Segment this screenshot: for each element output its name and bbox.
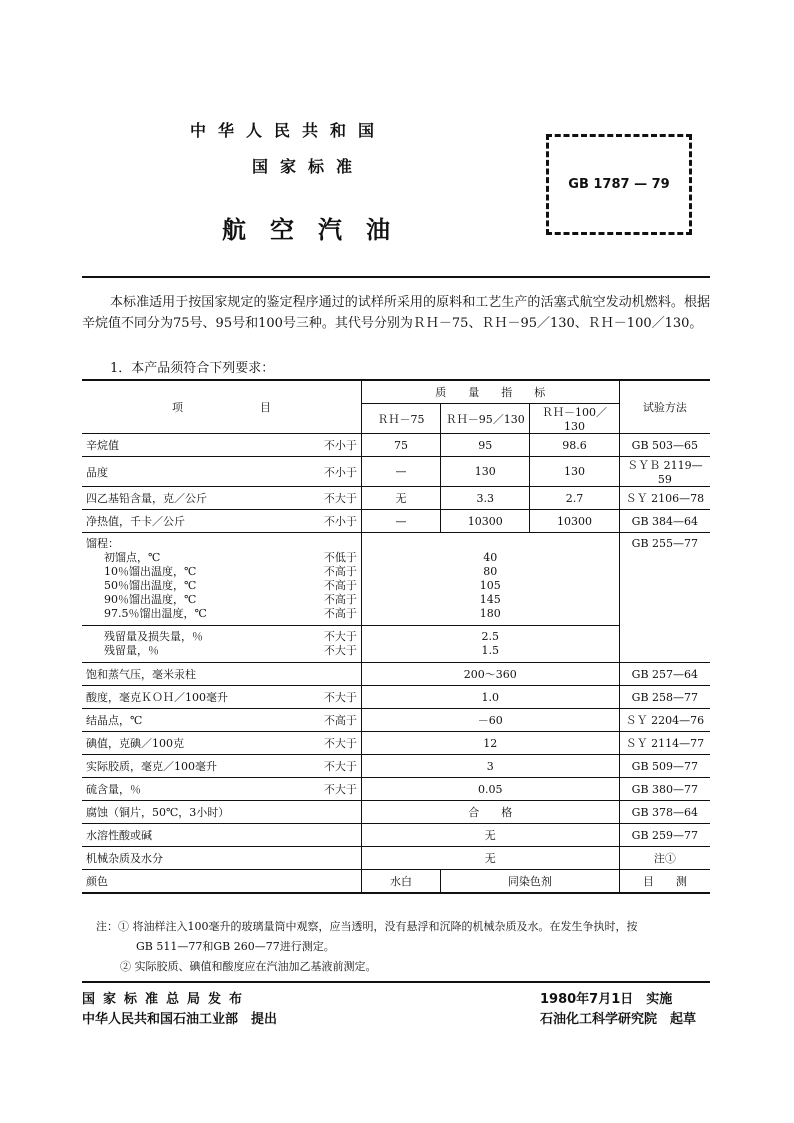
- cell: 75: [361, 434, 440, 457]
- sub-value: 2.5: [481, 630, 500, 643]
- method-cell: ＳＹ 2106—78: [619, 487, 710, 510]
- method-cell: GB 255—77: [619, 533, 710, 663]
- document-title: 航空汽油: [222, 216, 414, 244]
- cell: 130: [441, 457, 530, 487]
- table-row: [82, 801, 710, 824]
- cell: 无: [361, 487, 440, 510]
- row-name: 实际胶质，毫克／100毫升: [86, 760, 217, 773]
- row-name: 净热值，千卡／公斤: [86, 515, 185, 528]
- table-row: [82, 487, 710, 510]
- row-name: 品度: [86, 465, 108, 479]
- country-name: 中华人民共和国: [190, 121, 387, 140]
- row-name: 辛烷值: [86, 439, 119, 452]
- row-name: 酸度，毫克ＫＯＨ／100毫升: [86, 691, 228, 704]
- grade-header: ＲＨ－95／130: [441, 404, 530, 434]
- row-limit: 不大于: [323, 737, 357, 750]
- cell: 3: [361, 755, 619, 778]
- sub-value: 40: [483, 551, 498, 564]
- cell: 1.0: [361, 686, 619, 709]
- sub-value: 145: [479, 593, 501, 606]
- row-limit: 不大于: [323, 492, 357, 505]
- notes: [96, 917, 710, 977]
- cell: 12: [361, 732, 619, 755]
- header-item: 项 目: [82, 380, 361, 434]
- table-row: [82, 870, 710, 894]
- table-row: [82, 663, 710, 686]
- sub-limit: 不高于: [323, 607, 357, 620]
- row-limit: 不小于: [323, 465, 357, 479]
- method-cell: GB 509—77: [619, 755, 710, 778]
- standard-number: GB 1787 — 79: [568, 177, 670, 192]
- cell: 无: [361, 824, 619, 847]
- cell: 130: [530, 457, 619, 487]
- sub-value: 105: [479, 579, 501, 592]
- cell: —: [361, 510, 440, 533]
- standard-type: 国家标准: [252, 157, 365, 176]
- row-name: 腐蚀（铜片，50℃，3小时）: [86, 806, 230, 819]
- note-2: ② 实际胶质、碘值和酸度应在汽油加乙基液前测定。: [120, 960, 377, 973]
- section-1-heading: 1．本产品须符合下列要求：: [110, 361, 275, 376]
- row-name: 水溶性酸或碱: [86, 829, 152, 842]
- bottom-rule: [82, 981, 710, 983]
- cell: 95: [441, 434, 530, 457]
- method-cell: GB 259—77: [619, 824, 710, 847]
- cell: 10300: [530, 510, 619, 533]
- table-row: [82, 755, 710, 778]
- row-name: 硫含量，％: [86, 783, 141, 796]
- sub-value: 180: [479, 607, 501, 620]
- row-limit: 不大于: [323, 760, 357, 773]
- sub-value: 80: [483, 565, 498, 578]
- cell: 水白: [361, 870, 440, 894]
- method-cell: GB 258—77: [619, 686, 710, 709]
- cell: —: [361, 457, 440, 487]
- table-row: [82, 510, 710, 533]
- method-cell: GB 503—65: [619, 434, 710, 457]
- cell: 无: [361, 847, 619, 870]
- sub-name: 残留量及损失量，％: [104, 630, 203, 643]
- sub-name: 10％馏出温度，℃: [104, 565, 197, 578]
- sub-limit: 不高于: [323, 579, 357, 592]
- sub-name: 97.5％馏出温度，℃: [104, 607, 207, 620]
- requirements-table: [82, 379, 710, 894]
- table-row: [82, 709, 710, 732]
- table-row: [82, 434, 710, 457]
- row-limit: 不小于: [323, 439, 357, 452]
- cell: 10300: [441, 510, 530, 533]
- row-name: 饱和蒸气压，毫米汞柱: [86, 668, 196, 681]
- cell: 合 格: [361, 801, 619, 824]
- method-cell: ＳＹＢ 2119—59: [619, 457, 710, 487]
- row-name: 结晶点，℃: [86, 714, 143, 727]
- sub-limit: 不低于: [323, 551, 357, 564]
- cell: －60: [361, 709, 619, 732]
- table-row: [82, 824, 710, 847]
- row-name: 机械杂质及水分: [86, 852, 163, 865]
- effective-date: 1980年7月1日 实施: [540, 992, 673, 1007]
- table-row: [82, 732, 710, 755]
- cell: 3.3: [441, 487, 530, 510]
- row-limit: 不高于: [323, 714, 357, 727]
- row-limit: 不大于: [323, 783, 357, 796]
- method-cell: GB 257—64: [619, 663, 710, 686]
- method-cell: GB 378—64: [619, 801, 710, 824]
- standard-number-box: [546, 134, 692, 235]
- drafter: 石油化工科学研究院 起草: [540, 1012, 697, 1027]
- distillation-row: [82, 533, 710, 626]
- sub-limit: 不大于: [323, 630, 357, 643]
- method-cell: 注①: [619, 847, 710, 870]
- row-name: 颜色: [82, 870, 361, 894]
- sub-name: 残留量，％: [104, 644, 159, 657]
- header-quality: 质 量 指 标: [361, 380, 619, 404]
- method-cell: ＳＹ 2204—76: [619, 709, 710, 732]
- grade-header: ＲＨ－75: [361, 404, 440, 434]
- table-row: [82, 457, 710, 487]
- note-1: 注：① 将油样注入100毫升的玻璃量筒中观察，应当透明，没有悬浮和沉降的机械杂质及水。在发生争执时，按: [96, 920, 638, 933]
- table-row: [82, 686, 710, 709]
- row-name: 碘值，克碘／100克: [86, 737, 184, 750]
- sub-limit: 不大于: [323, 644, 357, 657]
- table-row: [82, 778, 710, 801]
- distillation-label: 馏程：: [86, 537, 119, 550]
- method-cell: GB 380—77: [619, 778, 710, 801]
- sub-name: 50％馏出温度，℃: [104, 579, 197, 592]
- table-row: [82, 847, 710, 870]
- row-limit: 不大于: [323, 691, 357, 704]
- grade-header: ＲＨ－100／130: [530, 404, 619, 434]
- sub-name: 90％馏出温度，℃: [104, 593, 197, 606]
- proposer: 中华人民共和国石油工业部 提出: [82, 1012, 278, 1027]
- cell: 0.05: [361, 778, 619, 801]
- sub-limit: 不高于: [323, 593, 357, 606]
- issuer: 国家标准总局发布: [82, 992, 251, 1007]
- sub-limit: 不高于: [323, 565, 357, 578]
- method-cell: 目 测: [619, 870, 710, 894]
- top-rule: [82, 276, 710, 278]
- header-method: 试验方法: [619, 380, 710, 434]
- sub-name: 初馏点，℃: [104, 551, 161, 564]
- sub-value: 1.5: [481, 644, 500, 657]
- row-name: 四乙基铅含量，克／公斤: [86, 492, 207, 505]
- cell: 2.7: [530, 487, 619, 510]
- cell: 同染色剂: [441, 870, 620, 894]
- method-cell: GB 384—64: [619, 510, 710, 533]
- cell: 200～360: [361, 663, 619, 686]
- method-cell: ＳＹ 2114—77: [619, 732, 710, 755]
- note-1-cont: GB 511—77和GB 260—77进行测定。: [136, 940, 335, 953]
- intro-paragraph: 本标准适用于按国家规定的鉴定程序通过的试样所采用的原料和工艺生产的活塞式航空发动机燃料。根据辛烷值不同分为75号、95号和100号三种。其代号分别为ＲＨ－75、ＲＨ－95／130、ＲＨ－100／130。: [82, 295, 710, 331]
- row-limit: 不小于: [323, 515, 357, 528]
- cell: 98.6: [530, 434, 619, 457]
- residue-row: [82, 626, 710, 663]
